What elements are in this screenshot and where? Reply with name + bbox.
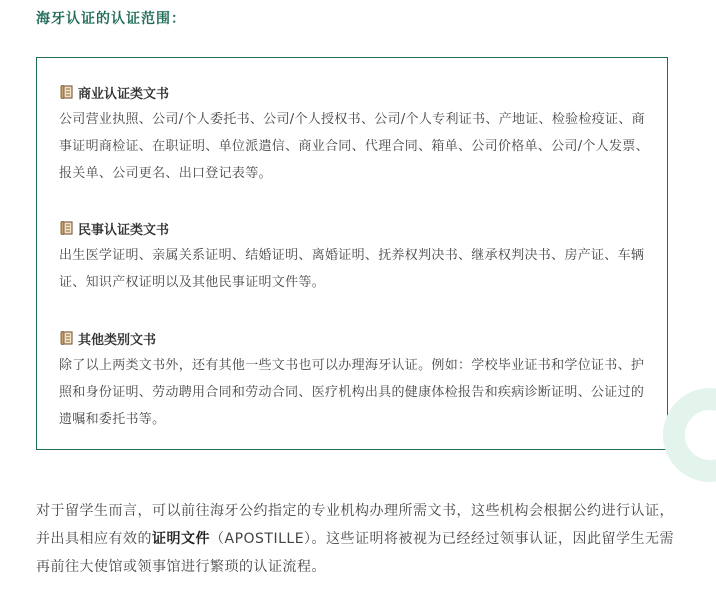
section-civil [59, 218, 655, 296]
scroll-icon [59, 84, 75, 100]
section-title: 民事认证类文书 [78, 222, 170, 238]
section-heading: 海牙认证的认证范围： [36, 11, 186, 27]
decorative-ring-icon [660, 385, 716, 485]
scroll-icon [59, 220, 75, 236]
closing-paragraph [36, 497, 682, 581]
section-body: 出生医学证明、亲属关系证明、结婚证明、离婚证明、抚养权判决书、继承权判决书、房产证、车辆证、知识产权证明以及其他民事证明文件等。 [59, 248, 645, 290]
paragraph-text: 对于留学生而言，可以前往海牙公约指定的专业机构办理所需文书，这些机构会根据公约进行认证，并出具相应有效的 [36, 503, 674, 547]
paragraph-text: （APOSTILLE）。这些证明将被视为已经经过领事认证，因此留学生无需再前往大使馆或领事馆进行繁琐的认证流程。 [36, 531, 675, 575]
section-other [59, 328, 655, 433]
scope-box [36, 57, 668, 450]
paragraph-bold-text: 证明文件 [152, 531, 210, 547]
section-commercial [59, 82, 655, 187]
section-title: 商业认证类文书 [78, 86, 170, 102]
section-title: 其他类别文书 [78, 332, 157, 348]
scroll-icon [59, 330, 75, 346]
section-body: 除了以上两类文书外，还有其他一些文书也可以办理海牙认证。例如：学校毕业证书和学位证书、护照和身份证明、劳动聘用合同和劳动合同、医疗机构出具的健康体检报告和疾病诊断证明、公证过的遗嘱和委托书等。 [59, 358, 645, 427]
section-body: 公司营业执照、公司/个人委托书、公司/个人授权书、公司/个人专利证书、产地证、检验检疫证、商事证明商检证、在职证明、单位派遣信、商业合同、代理合同、箱单、公司价格单、公司/个人发票、报关单、公司更名、出口登记表等。 [59, 112, 649, 181]
